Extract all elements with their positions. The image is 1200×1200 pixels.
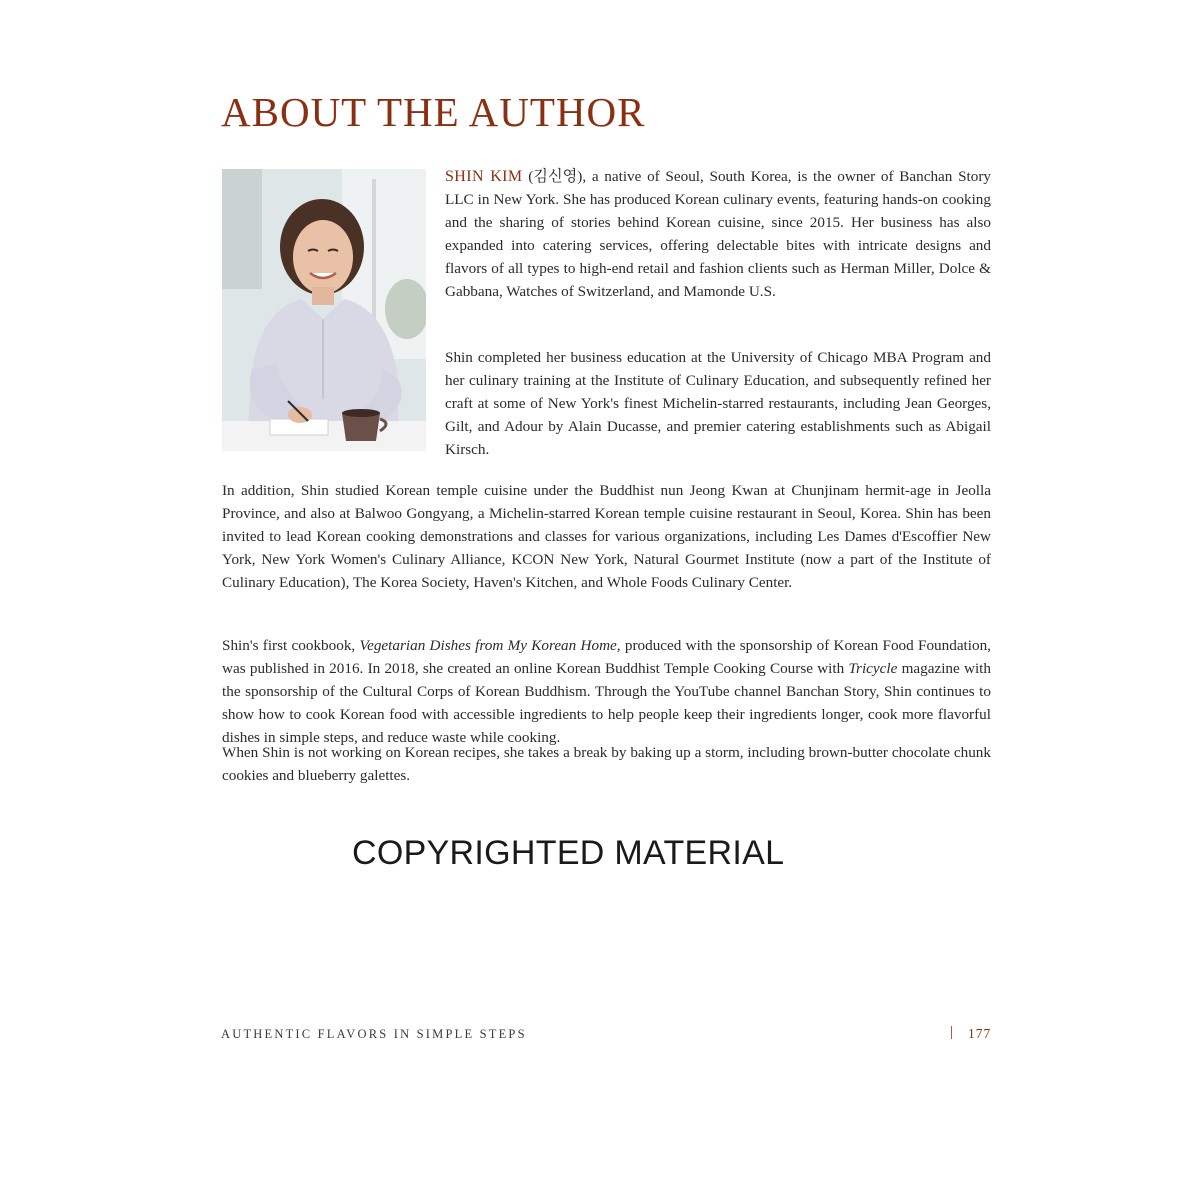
copyright-watermark: COPYRIGHTED MATERIAL xyxy=(352,834,785,872)
page-title: ABOUT THE AUTHOR xyxy=(221,89,646,135)
bio-paragraph-1-text: (김신영), a native of Seoul, South Korea, is the owner of Banchan Story LLC in New York. She has produced Korean culinary events, featuring hands-on cooking and the sharing of stories behind Korean cuisine, since 2015. Her business has also expanded into catering services, offering delectable bites with intricate designs and flavors of all types to high-end retail and fashion clients such as Herman Miller, Dolce & Gabbana, Watches of Switzerland, and Mamonde U.S. xyxy=(445,168,991,300)
footer-divider: | xyxy=(950,1024,954,1040)
author-portrait-icon xyxy=(222,169,426,451)
page-number: 177 xyxy=(968,1026,992,1041)
bio-paragraph-4 xyxy=(222,635,991,750)
author-name: SHIN KIM xyxy=(445,168,523,185)
bio-paragraph-3: In addition, Shin studied Korean temple cuisine under the Buddhist nun Jeong Kwan at Chunjinam hermit-age in Jeolla Province, and also at Balwoo Gongyang, a Michelin-starred Korean temple cuisine restaurant in Seoul, Korea. Shin has been invited to lead Korean cooking demonstrations and classes for various organizations, including Les Dames d'Escoffier New York, New York Women's Culinary Alliance, KCON New York, Natural Gourmet Institute (now a part of the Institute of Culinary Education), The Korea Society, Haven's Kitchen, and Whole Foods Culinary Center. xyxy=(222,482,991,591)
cookbook-title: Vegetarian Dishes from My Korean Home xyxy=(359,637,617,654)
bio-paragraph-4-end: magazine with the sponsorship of the Cultural Corps of Korean Buddhism. Through the YouTube channel Banchan Story, Shin continues to show how to cook Korean food with accessible ingredients to help people keep their ingredients longer, cook more flavorful dishes in simple steps, and reduce waste while cooking. xyxy=(222,659,991,746)
bio-paragraph-5: When Shin is not working on Korean recipes, she takes a break by baking up a storm, including brown-butter chocolate chunk cookies and blueberry galettes. xyxy=(222,744,991,784)
bio-paragraph-4-start: Shin's first cookbook, xyxy=(222,637,360,654)
footer-book-title: AUTHENTIC FLAVORS IN SIMPLE STEPS xyxy=(221,1027,527,1041)
bio-paragraph-4-middle: , produced with the sponsorship of Korean Food Foundation, was published in 2016. In 2018, she created an online Korean Buddhist Temple Cooking Course with xyxy=(222,637,991,677)
bio-paragraph-1 xyxy=(445,166,991,303)
bio-paragraph-2: Shin completed her business education at the University of Chicago MBA Program and her culinary training at the Institute of Culinary Education, and subsequently refined her craft at some of New York's finest Michelin-starred restaurants, including Jean Georges, Gilt, and Adour by Alain Ducasse, and premier catering establishments such as Abigail Kirsch. xyxy=(445,349,991,458)
magazine-title: Tricycle xyxy=(848,659,898,677)
